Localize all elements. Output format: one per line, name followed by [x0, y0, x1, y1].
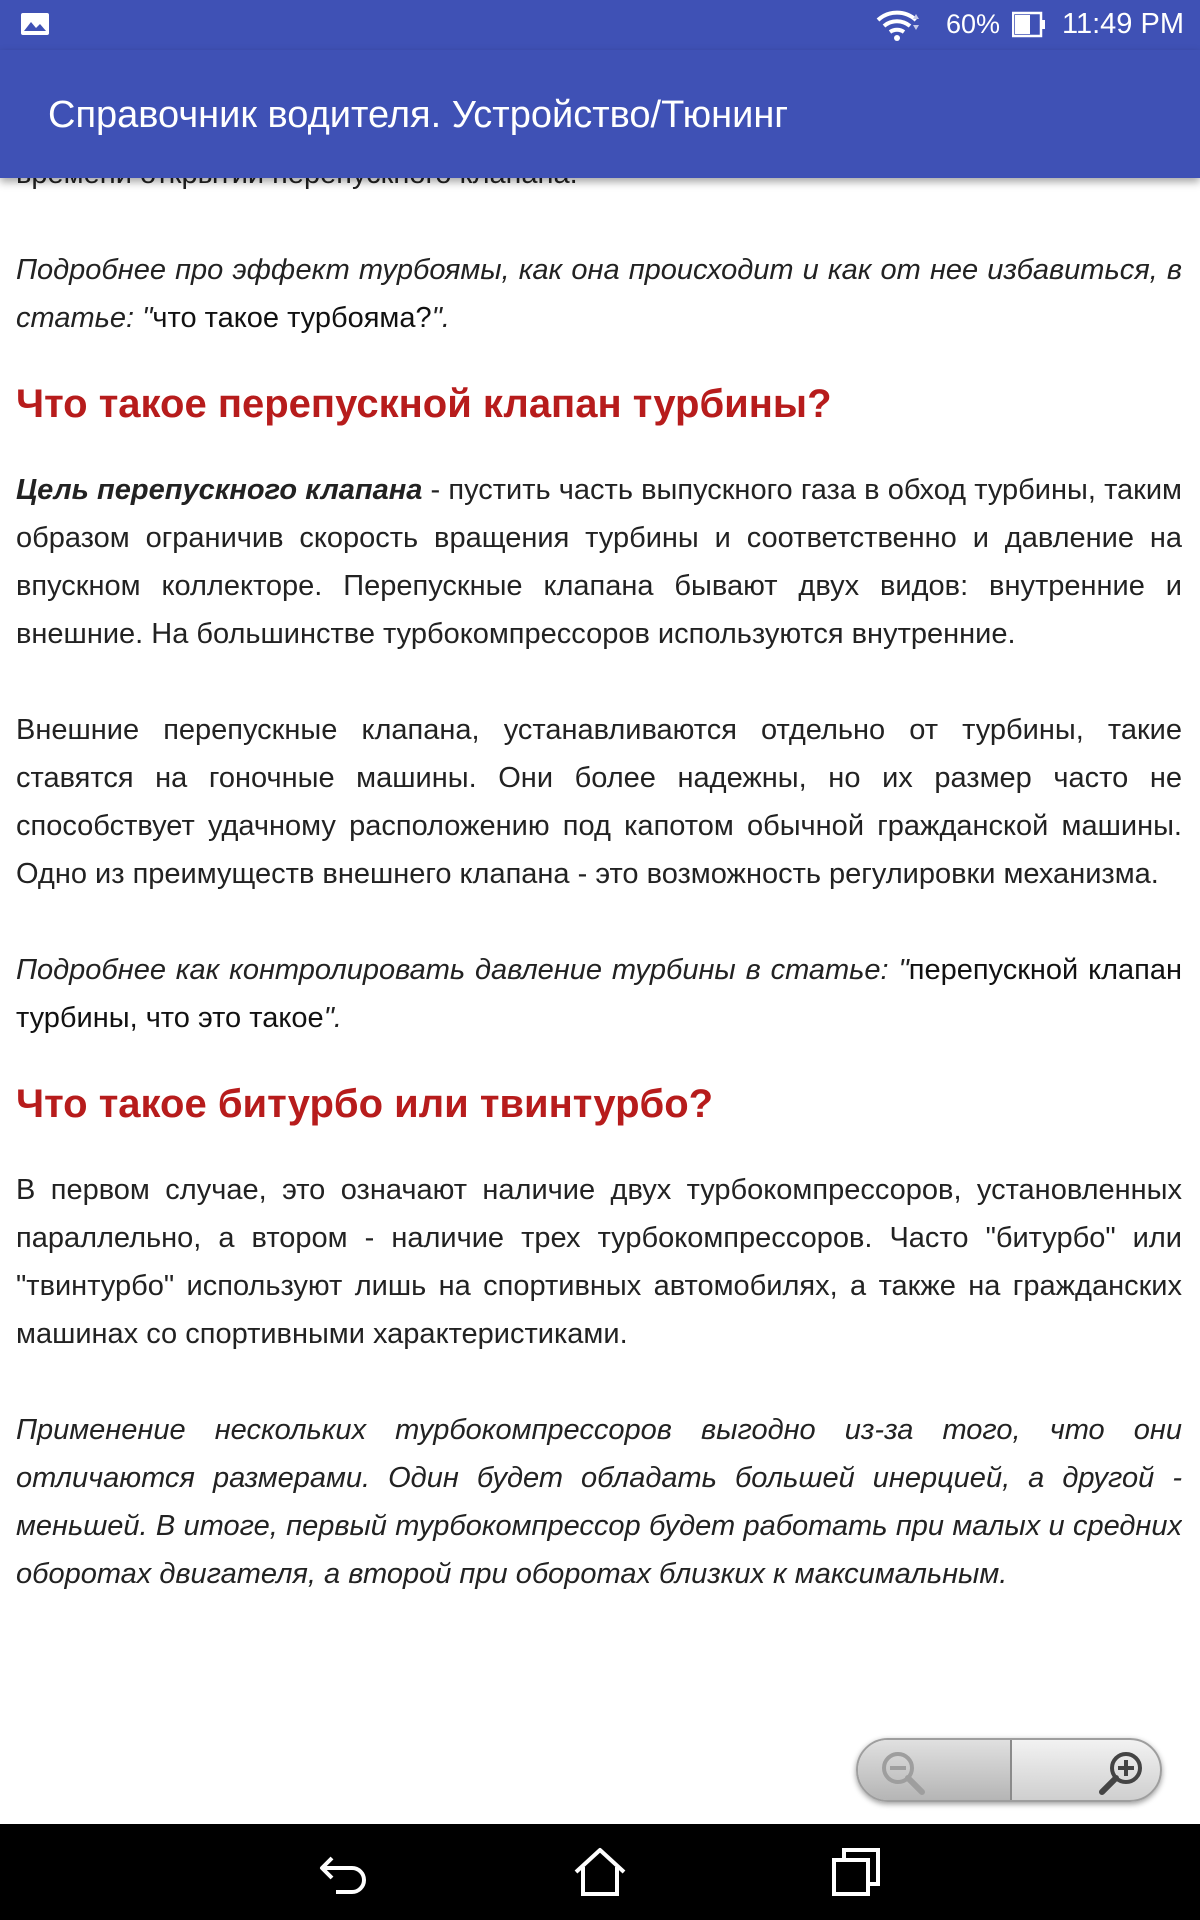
external-wastegate-paragraph: Внешние перепускные клапана, устанавливаются отдельно от турбины, такие ставятся на гоночные машины. Они более надежны, но их размер часто не способствует удачному расположению под капотом обычной гражданской машины. Одно из преимуществ внешнего клапана - это возможность регулировки механизма.: [16, 714, 1182, 890]
boost-control-reference: Подробнее как контролировать давление турбины в статье: "перепускной клапан турбины, что это такое".: [16, 954, 1182, 1034]
zoom-control: [856, 1738, 1162, 1802]
heading-wastegate: Что такое перепускной клапан турбины?: [16, 382, 832, 426]
clock: 11:49 PM: [1062, 8, 1184, 40]
battery-percent: 60%: [946, 9, 1001, 39]
turbolag-link[interactable]: что такое турбояма?: [152, 302, 432, 334]
battery-icon: [1012, 11, 1046, 38]
gallery-icon: [20, 12, 50, 36]
article-content[interactable]: [16, 150, 1182, 1820]
zoom-out-button[interactable]: [858, 1740, 1010, 1800]
zoom-out-icon: [878, 1748, 926, 1796]
zoom-in-icon: [1098, 1748, 1146, 1796]
wastegate-link[interactable]: перепускной клапан турбины, что это такое: [16, 954, 1182, 1034]
home-icon[interactable]: [572, 1844, 628, 1900]
navigation-bar: [0, 1824, 1200, 1920]
recent-apps-icon[interactable]: [828, 1844, 884, 1900]
zoom-in-button[interactable]: [1012, 1740, 1162, 1800]
app-title: Справочник водителя. Устройство/Тюнинг: [48, 94, 789, 136]
biturbo-paragraph: В первом случае, это означают наличие двух турбокомпрессоров, установленных параллельно, а втором - наличие трех турбокомпрессоров. Часто "битурбо" или "твинтурбо" используют лишь на спортивных автомобилях, а также на гражданских машинах со спортивными характеристиками.: [16, 1174, 1182, 1350]
app-bar: [0, 50, 1200, 178]
turbolag-reference: Подробнее про эффект турбоямы, как она происходит и как от нее избавиться, в статье: "что такое турбояма?".: [16, 254, 1182, 334]
wastegate-purpose-paragraph: Цель перепускного клапана - пустить часть выпускного газа в обход турбины, таким образом ограничив скорость вращения турбины и соответственно и давление на впускном коллекторе. Перепускные клапана бывают двух видов: внутренние и внешние. На большинстве турбокомпрессоров используются внутренние.: [16, 474, 1182, 650]
multi-turbo-paragraph: Применение нескольких турбокомпрессоров выгодно из-за того, что они отличаются размерами. Один будет обладать большей инерцией, а другой - меньшей. В итоге, первый турбокомпрессор будет работать при малых и средних оборотах двигателя, а второй при оборотах близких к максимальным.: [16, 1414, 1182, 1590]
heading-biturbo: Что такое битурбо или твинтурбо?: [16, 1082, 714, 1126]
status-bar: [0, 0, 1200, 50]
back-icon[interactable]: [316, 1844, 372, 1900]
wifi-icon: [876, 8, 922, 42]
